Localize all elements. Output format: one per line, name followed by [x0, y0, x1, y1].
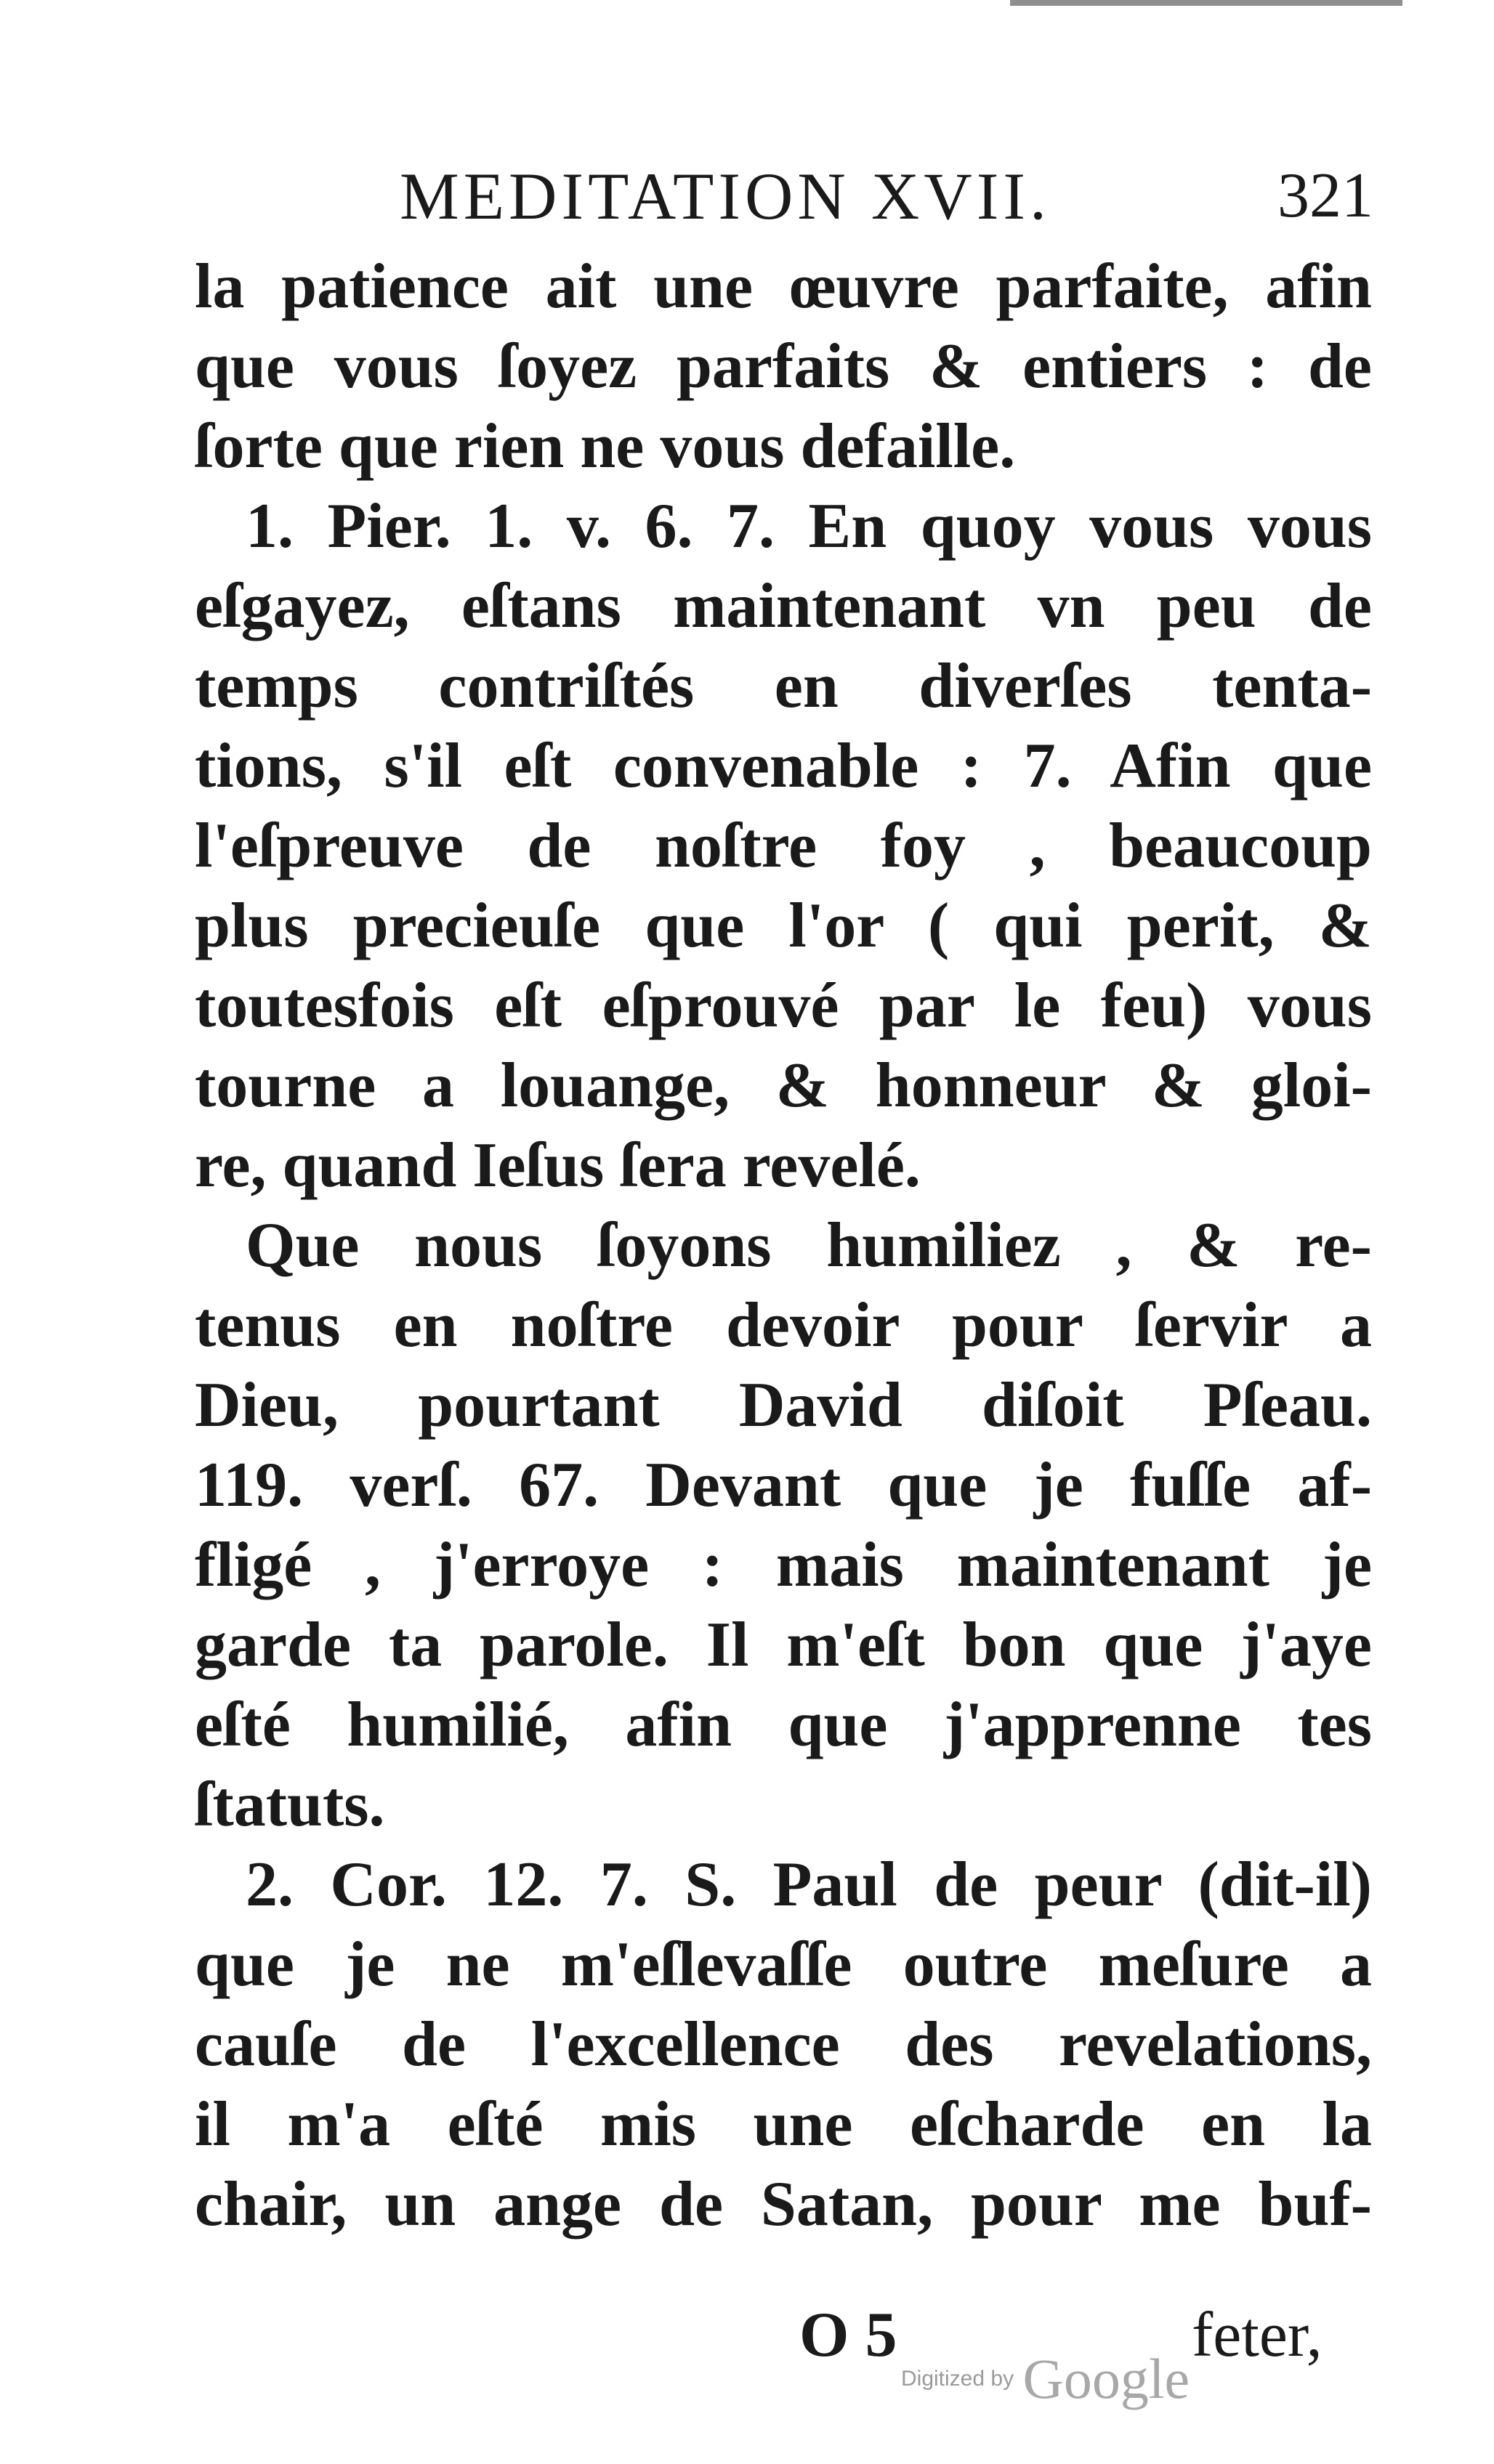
text-line: toutesfois eſt eſprouvé par le feu) vous [195, 970, 1372, 1041]
watermark-prefix: Digitized by [901, 2367, 1014, 2391]
text-line: eſté humilié, afin que j'apprenne tes [195, 1690, 1372, 1760]
top-rule [1010, 0, 1402, 6]
google-logo: Google [1022, 2347, 1190, 2410]
text-line: il m'a eſté mis une eſcharde en la [195, 2089, 1372, 2160]
text-line: cauſe de l'excellence des revelations, [195, 2009, 1372, 2080]
text-line: chair, un ange de Satan, pour me buf- [195, 2169, 1372, 2240]
text-line: fligé , j'erroye : mais maintenant je [195, 1530, 1372, 1600]
text-line: que vous ſoyez parfaits & entiers : de [195, 331, 1372, 402]
text-line: temps contriſtés en diverſes tenta- [195, 651, 1372, 721]
text-line: plus precieuſe que l'or ( qui perit, & [195, 891, 1372, 961]
text-line: tourne a louange, & honneur & gloi- [195, 1050, 1372, 1121]
text-line: re, quand Ieſus ſera revelé. [195, 1130, 921, 1201]
text-line: 1. Pier. 1. v. 6. 7. En quoy vous vous [246, 491, 1372, 562]
text-line: que je ne m'eſlevaſſe outre meſure a [195, 1929, 1372, 2000]
page-number: 321 [1277, 161, 1373, 231]
signature-mark: O 5 [799, 2300, 897, 2370]
text-line: Dieu, pourtant David diſoit Pſeau. [195, 1370, 1372, 1440]
text-line: eſgayez, eſtans maintenant vn peu de [195, 571, 1372, 641]
page-footer [0, 2295, 1494, 2404]
catchword: feter, [1192, 2300, 1323, 2370]
text-line: tions, s'il eſt convenable : 7. Afin que [195, 731, 1372, 801]
page-header [203, 153, 1395, 240]
text-line: ſorte que rien ne vous defaille. [195, 411, 1016, 482]
text-line: ſtatuts. [195, 1770, 385, 1840]
running-head: MEDITATION XVII. [400, 159, 1051, 233]
text-line: tenus en noſtre devoir pour ſervir a [195, 1290, 1372, 1361]
body-text [195, 247, 1372, 2245]
text-line: 119. verſ. 67. Devant que je fuſſe af- [195, 1450, 1372, 1520]
text-line: l'eſpreuve de noſtre foy , beaucoup [195, 811, 1372, 881]
text-line: la patience ait une œuvre parfaite, afin [195, 251, 1372, 322]
text-line: 2. Cor. 12. 7. S. Paul de peur (dit-il) [246, 1849, 1372, 1920]
text-line: garde ta parole. Il m'eſt bon que j'aye [195, 1610, 1372, 1680]
digitized-watermark [901, 2346, 1190, 2412]
text-line: Que nous ſoyons humiliez , & re- [246, 1210, 1372, 1281]
